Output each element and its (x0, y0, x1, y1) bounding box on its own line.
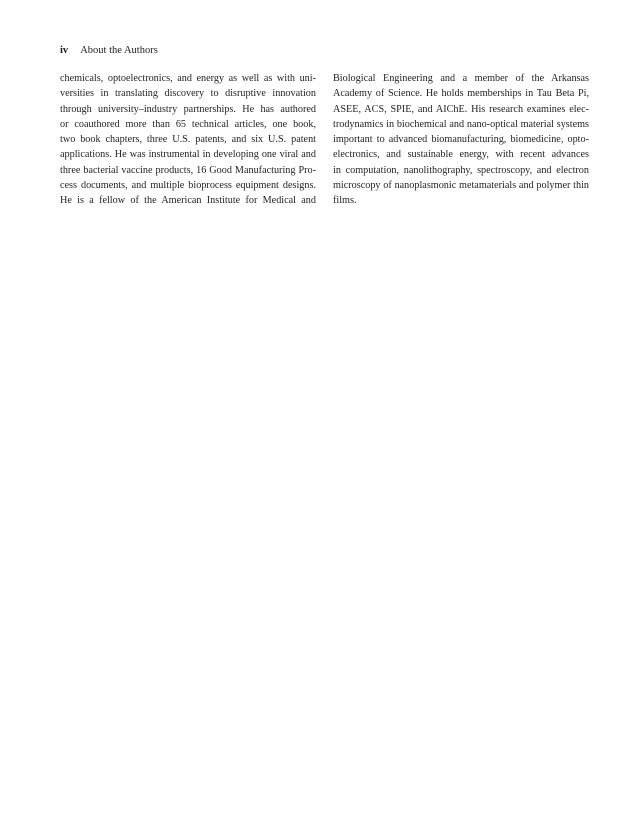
body-text-line: Academy of Science. He holds memberships in Tau Beta Pi, (333, 88, 589, 100)
body-text-line: ASEE, ACS, SPIE, and AIChE. His research examines elec- (333, 103, 589, 115)
body-text-line: important to advanced biomanufacturing, biomedicine, opto- (333, 134, 589, 146)
body-text-line: trodynamics in biochemical and nano-optical material systems (333, 118, 589, 130)
body-text-line: electronics, and sustainable energy, with recent advances (333, 149, 589, 161)
body-text-line: cess documents, and multiple bioprocess equipment designs. (60, 180, 316, 192)
body-text-line: through university–industry partnerships. He has authored (60, 103, 316, 115)
body-text-line: two book chapters, three U.S. patents, and six U.S. patent (60, 134, 316, 146)
body-text-line: films. (333, 195, 357, 207)
body-text-line: Biological Engineering and a member of the Arkansas (333, 73, 589, 84)
body-text-line: versities in translating discovery to disruptive innovation (60, 88, 316, 100)
body-text-line: in computation, nanolithography, spectroscopy, and electron (333, 164, 589, 176)
body-text-line: chemicals, optoelectronics, and energy as well as with uni- (60, 73, 316, 84)
body-text-line: three bacterial vaccine products, 16 Good Manufacturing Pro- (60, 164, 316, 176)
running-head (60, 44, 158, 58)
left-column (60, 71, 316, 209)
body-text-line: or coauthored more than 65 technical articles, one book, (60, 118, 316, 130)
body-text-line: applications. He was instrumental in developing one viral and (60, 149, 316, 161)
body-text-line: He is a fellow of the American Institute for Medical and (60, 195, 316, 207)
right-column (333, 71, 589, 209)
page-number: iv (60, 45, 69, 56)
running-head-title: About the Authors (80, 45, 158, 56)
body-text-line: microscopy of nanoplasmonic metamaterials and polymer thin (333, 180, 589, 192)
